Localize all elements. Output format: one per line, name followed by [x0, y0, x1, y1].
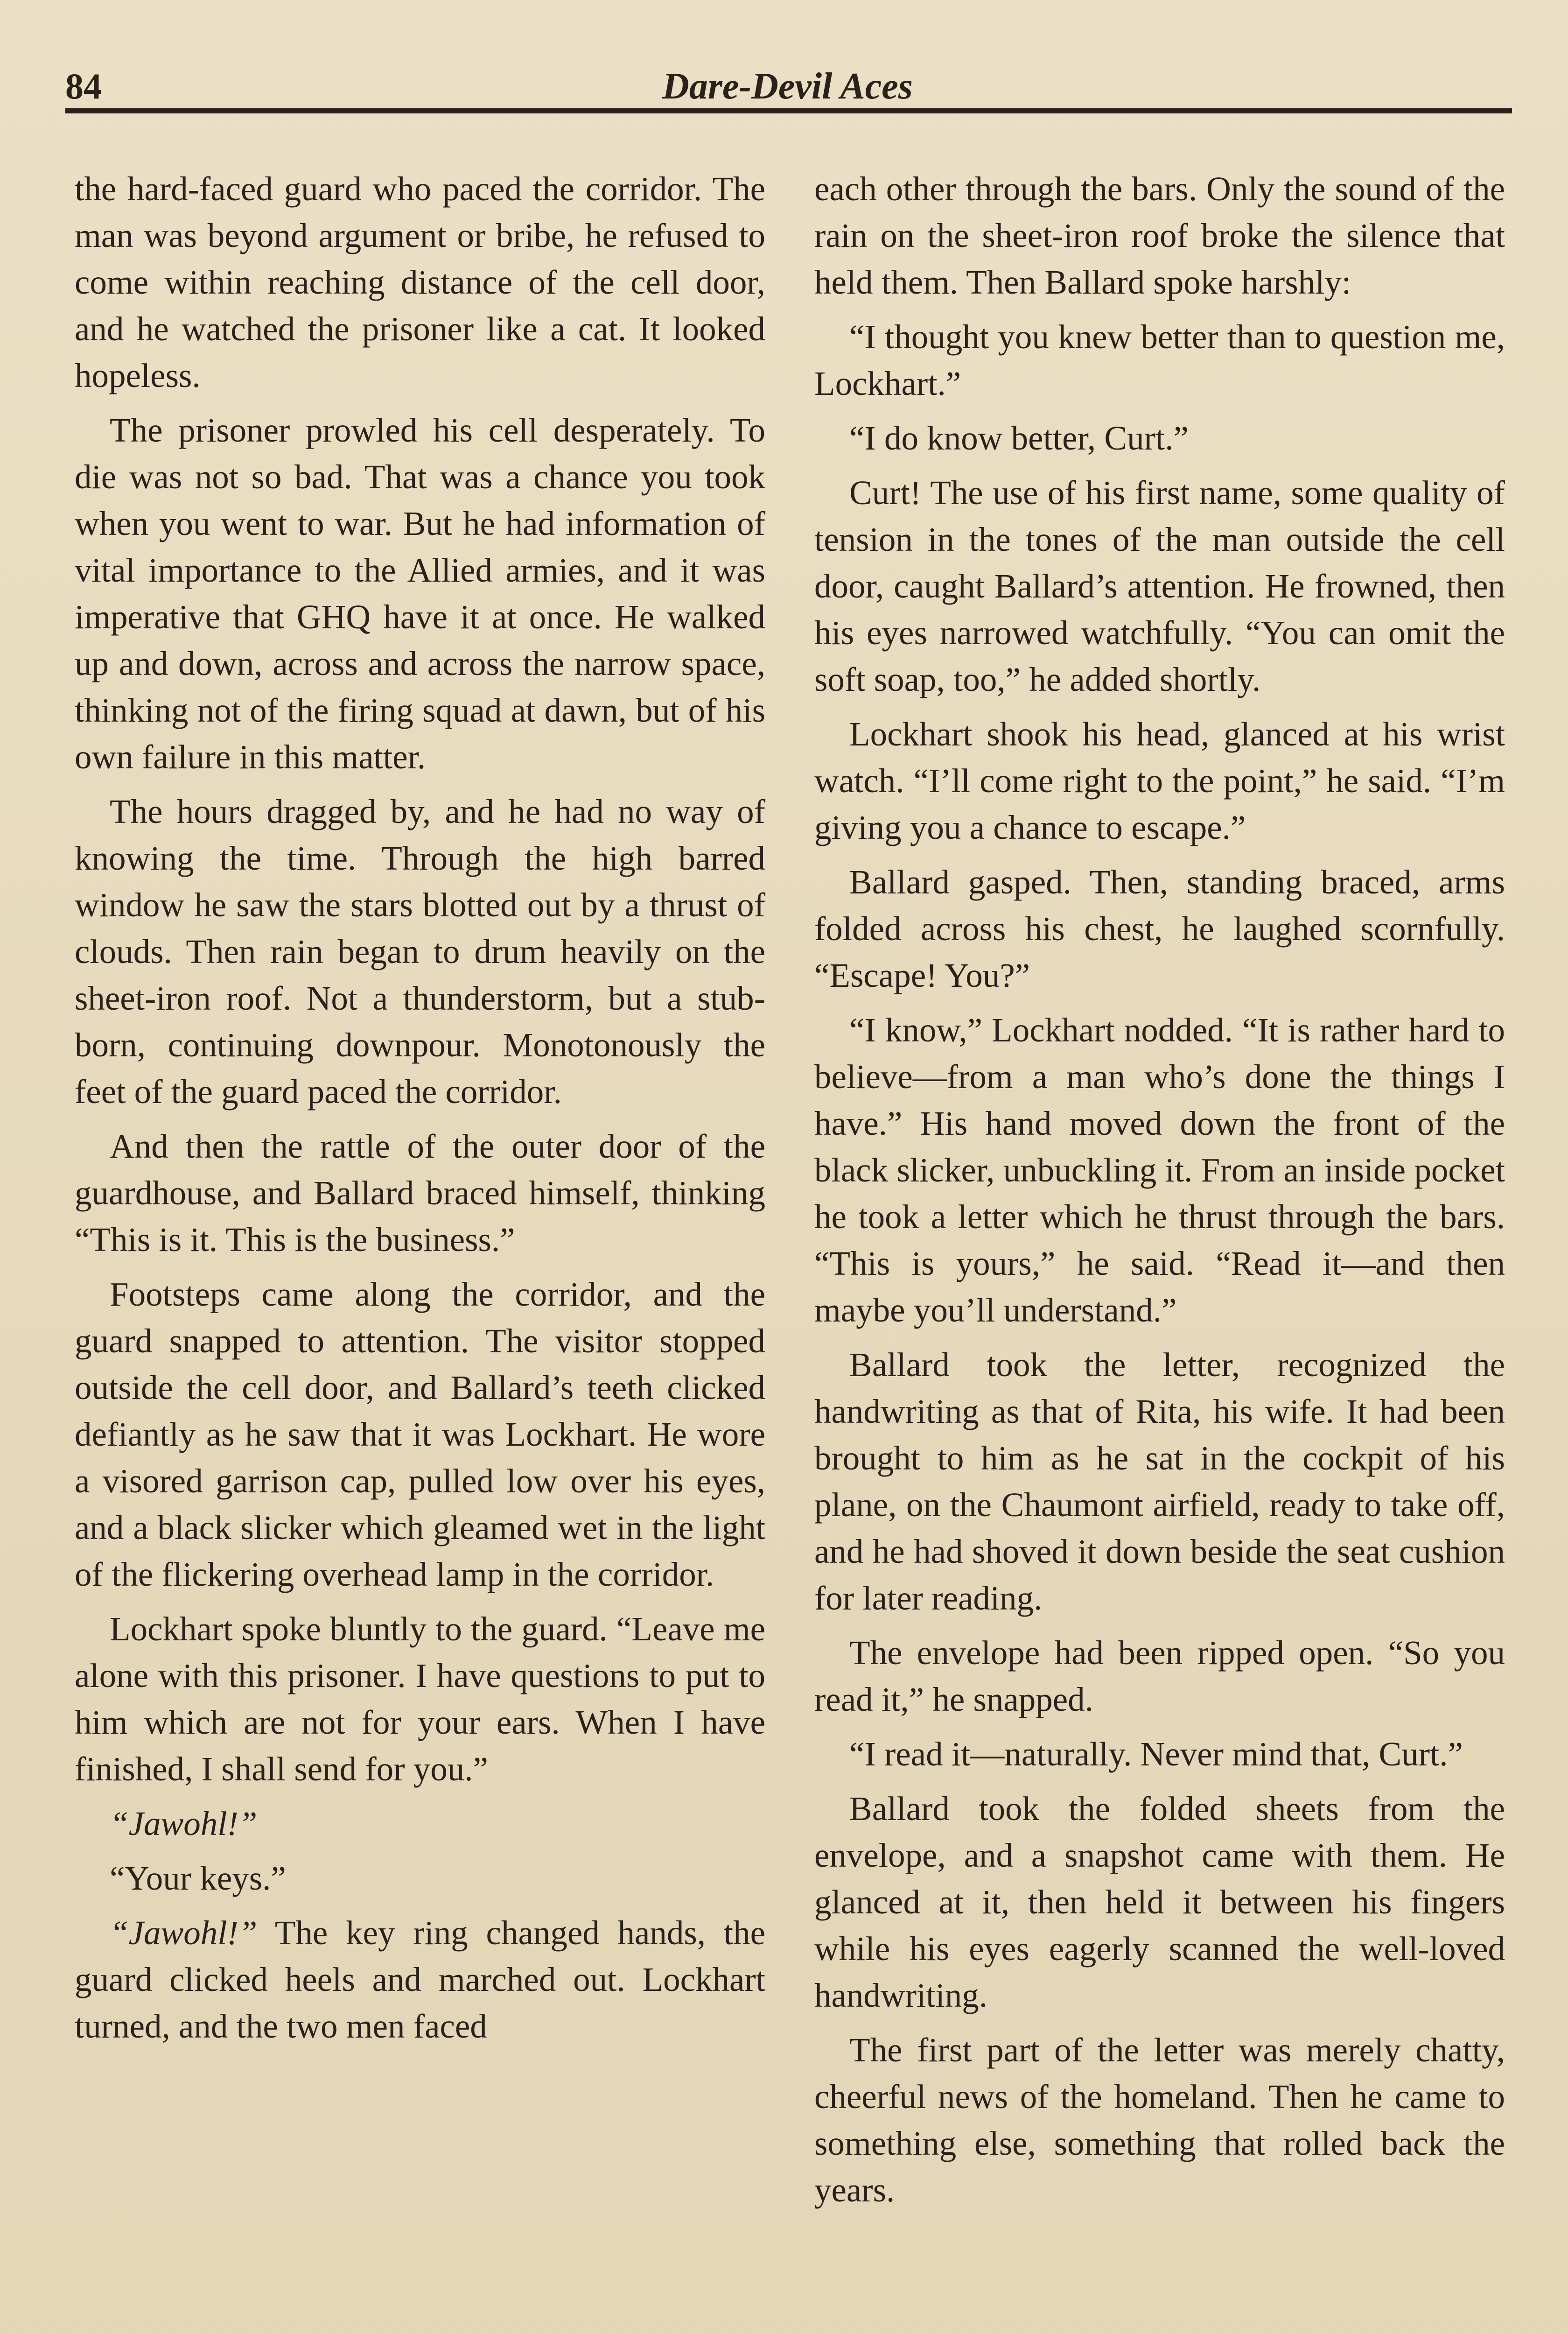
paragraph: Lockhart shook his head, glanced at his wrist watch. “I’ll come right to the point,” he said. “I’m giving you a chance to escape.”	[814, 715, 1505, 846]
dialogue-line: “Jawohl!”	[110, 1805, 258, 1842]
paragraph: the hard-faced guard who paced the corridor. The man was beyond argument or bribe, he refused to come within reaching distance of the cell door, and he watched the prisoner like a cat. It looked hopeless.	[75, 170, 765, 394]
paragraph-text: The key ring changed hands, the guard clicked heels and marched out. Lockhart turned, and the two men faced	[75, 1914, 765, 2045]
paragraph: each other through the bars. Only the sound of the rain on the sheet-iron roof broke the silence that held them. Then Ballard spoke harshly:	[814, 170, 1505, 301]
paragraph: And then the rattle of the outer door of the guardhouse, and Ballard braced himself, thinking “This is it. This is the business.”	[75, 1127, 765, 1258]
paragraph: The hours dragged by, and he had no way of knowing the time. Through the high barred window he saw the stars blotted out by a thrust of clouds. Then rain began to drum heavily on the sheet-iron roof. Not a thunderstorm, but a stubborn, continuing downpour. Monotonously the feet of the guard paced the corridor.	[75, 793, 765, 1111]
page-header	[65, 61, 1510, 112]
running-title: Dare-Devil Aces	[662, 66, 913, 107]
paragraph: The envelope had been ripped open. “So you read it,” he snapped.	[814, 1634, 1505, 1718]
paragraph: “I thought you knew better than to question me, Lockhart.”	[814, 318, 1505, 402]
dialogue-line: “Your keys.”	[110, 1859, 286, 1897]
page-number: 84	[65, 66, 102, 106]
header-rule	[65, 108, 1512, 113]
left-column	[75, 166, 765, 2058]
paragraph: “I do know better, Curt.”	[849, 419, 1189, 457]
paragraph: The prisoner prowled his cell desperately. To die was not so bad. That was a chance you took when you went to war. But he had information of vital importance to the Allied armies, and it was imperative that GHQ have it at once. He walked up and down, across and across the narrow space, thinking not of the firing squad at dawn, but of his own failure in this matter.	[75, 411, 765, 776]
paragraph: Ballard took the folded sheets from the envelope, and a snapshot came with them. He glanced at it, then held it between his fingers while his eyes eagerly scanned the well-loved handwriting.	[814, 1790, 1505, 2014]
paragraph: The first part of the letter was merely chatty, cheerful news of the homeland. Then he came to something else, something that rolled back the years.	[814, 2031, 1505, 2209]
paragraph: Lockhart spoke bluntly to the guard. “Leave me alone with this prisoner. I have questions to put to him which are not for your ears. When I have finished, I shall send for you.”	[75, 1610, 765, 1788]
right-column	[814, 166, 1505, 2222]
italic-phrase: “Jawohl!”	[110, 1914, 258, 1952]
paragraph: Ballard gasped. Then, standing braced, arms folded across his chest, he laughed scornfully. “Escape! You?”	[814, 863, 1505, 994]
paragraph: “I read it—naturally. Never mind that, Curt.”	[849, 1735, 1463, 1773]
paragraph: Footsteps came along the corridor, and the guard snapped to attention. The visitor stopped outside the cell door, and Ballard’s teeth clicked defiantly as he saw that it was Lockhart. He wore a visored garrison cap, pulled low over his eyes, and a black slicker which gleamed wet in the light of the flickering overhead lamp in the corridor.	[75, 1275, 765, 1593]
paragraph: “I know,” Lockhart nodded. “It is rather hard to believe—from a man who’s done the things I have.” His hand moved down the front of the black slicker, unbuckling it. From an inside pocket he took a letter which he thrust through the bars. “This is yours,” he said. “Read it—and then maybe you’ll understand.”	[814, 1011, 1505, 1329]
paragraph: Ballard took the letter, recognized the handwriting as that of Rita, his wife. It had been brought to him as he sat in the cockpit of his plane, on the Chaumont airfield, ready to take off, and he had shoved it down beside the seat cushion for later reading.	[814, 1346, 1505, 1617]
paragraph: Curt! The use of his first name, some quality of tension in the tones of the man outside the cell door, caught Ballard’s attention. He frowned, then his eyes narrowed watchfully. “You can omit the soft soap, too,” he added shortly.	[814, 474, 1505, 698]
paragraph	[75, 1910, 765, 2050]
